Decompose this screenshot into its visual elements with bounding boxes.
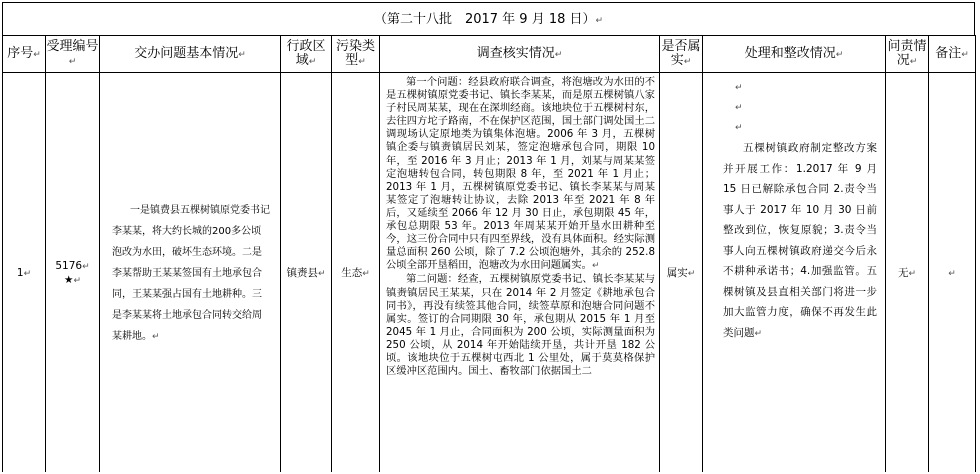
cell-survey [380,73,660,473]
handling-paragraph: 五棵树镇政府制定整改方案并开展工作：1.2017 年 9 月 15 日已解除承包合同 2.责令当事人于 2017 年 10 月 30 日前整改到位，恢复原貌；3.责令当事人向五棵树镇政府递交今后永不耕种承诺书；4.加强监管。五棵树镇及县直相关部门将进一步加大监管力度，确保不再发生此类问题↵ [723,142,877,339]
cell-pollution-type: 生态↵ [332,73,380,473]
header-summary: 交办问题基本情况↵ [100,36,281,73]
return-mark: ↵ [595,16,604,26]
table-row [3,73,976,473]
cell-seq: 1↵ [3,73,46,473]
cell-accept-no: 5176↵ ★↵ [46,73,100,473]
cell-district: 镇赉县↵ [281,73,332,473]
cell-handling: ↵ ↵ ↵ 五棵树镇政府制定整改方案并开展工作：1.2017 年 9 月 15 日已解除承包合同 2.责令当事人于 2017 年 10 月 30 日前整改到位，恢复原貌；3.责令当事人向五棵树镇政府递交今后永不耕种承诺书；4.加强监管。五棵树镇及县直相关部门将进一步加大监管力度，确保不再发生此类问题↵ [703,73,886,473]
header-district: 行政区域↵ [281,36,332,73]
batch-title [2,2,975,36]
header-survey: 调查核实情况↵ [380,36,660,73]
header-verified: 是否属实↵ [660,36,703,73]
survey-paragraph-2: 第二问题：经查，五棵树镇原党委书记、镇长李某某与镇赉镇居民王某某，只在 2014 年 2 月签定《耕地承包合同书》，再没有续签其他合同，续签草原和泡塘合同问题不属实。签订的合同期限 30 年，承包期从 2015 年 1 月至 2045 年 1 月止，合同面积为 200 公顷，实际测量面积为 250 公顷，从 2014 年开始陆续开垦，共计开垦 182 公顷。该地块位于五棵树屯西北 1 公里处，属于莫莫格保护区缓冲区范围内。国土、畜牧部门依据国土二 [386,273,655,378]
cell-summary: 一是镇费县五棵树镇原党委书记李某某，将大约长城的200多公顷泡改为水田，破坏生态环境。二是李某帮助王某某签国有土地承包合同，王某某强占国有土地耕种。三是李某某将土地承包合同转交给周某耕地。↵ [100,73,281,473]
document-sheet [2,2,977,472]
header-remarks: 备注↵ [929,36,976,73]
header-accountability: 问责情况↵ [886,36,929,73]
case-table [2,35,976,472]
survey-paragraph-1: 第一个问题：经县政府联合调查，将泡塘改为水田的不是五棵树镇原党委书记、镇长李某某，而是原五棵树镇八家子村民周某某，现在在深圳经商。该地块位于五棵树村东，去往四方坨子路南，不在保护区范围，国土部门调处国土二调现场认定原地类为镇集体泡塘。2006 年 3 月，五棵树镇企委与镇赉镇居民刘某，签定泡塘承包合同，期限 10 年，至 2016 年 3 月止；2013 年 1 月，刘某与周某某签定泡塘转包合同，转包期限 8 年，至 2021 年 1 月止；2013 年 1 月，五棵树镇原党委书记、镇长李某某与周某某签定了泡塘转让协议，去除 2013 年至 2021 年 8 年后，又延续至 2066 年 12 月 30 日止，承包期限 45 年，承包总期限 53 年。2013 年周某某开始开垦水田耕种至今，这三份合同中只有四至界线，没有具体面积。经实际测量总面积 260 公顷，除了 7.2 公顷泡塘外，其余的 252.8 公顷全部开垦稻田，泡塘改为水田问题属实。↵ [386,76,655,272]
header-seq: 序号↵ [3,36,46,73]
cell-accountability: 无↵ [886,73,929,473]
header-row [3,36,976,73]
cell-remarks: ↵ [929,73,976,473]
header-pollution-type: 污染类型↵ [332,36,380,73]
header-accept-no: 受理编号↵ [46,36,100,73]
header-handling: 处理和整改情况↵ [703,36,886,73]
batch-title-text: （第二十八批 2017 年 9 月 18 日） [373,12,596,27]
star-mark: ★ [64,274,74,286]
cell-verified: 属实↵ [660,73,703,473]
